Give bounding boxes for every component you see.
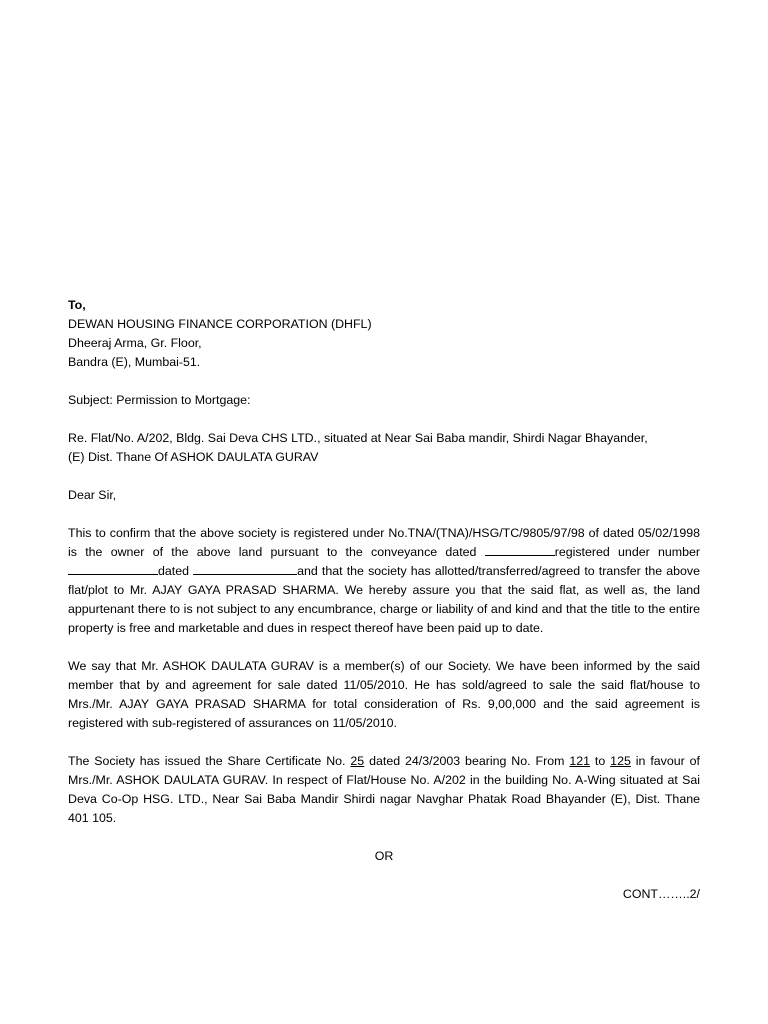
spacer	[68, 638, 700, 657]
paragraph-share-certificate	[68, 752, 700, 828]
paragraph-text: dated	[158, 564, 194, 578]
subject-line: Subject: Permission to Mortgage:	[68, 393, 251, 407]
paragraph-text: to	[590, 754, 611, 768]
paragraph-text: dated 24/3/2003 bearing No. From	[364, 754, 570, 768]
paragraph-text: in favour of Mrs./Mr. ASHOK DAULATA GURAV. In respect of Flat/House No. A/202 in the building No. A-Wing situated at Sai Deva Co-Op HSG. LTD., Near Sai Baba Mandir Shirdi nagar Navghar Phatak Road Bhayander (E), Dist. Thane 401 105.	[68, 754, 701, 825]
certificate-number: 25	[350, 754, 365, 768]
paragraph-text: The Society has issued the Share Certificate No.	[68, 754, 351, 768]
spacer	[68, 505, 700, 524]
letter-to: To,	[68, 298, 86, 312]
spacer	[68, 410, 700, 429]
blank-line	[193, 562, 297, 575]
spacer	[68, 467, 700, 486]
or-separator: OR	[374, 849, 394, 863]
letter-body	[68, 296, 700, 904]
share-to-number: 125	[610, 754, 631, 768]
reference-line-2: (E) Dist. Thane Of ASHOK DAULATA GURAV	[68, 450, 319, 464]
addressee-line-1: DEWAN HOUSING FINANCE CORPORATION (DHFL)	[68, 317, 372, 331]
paragraph-text: This to confirm that the above society is registered under No.TNA/(TNA)/HSG/TC/9805/97/98 of dated 05/02/1998 is the owner of the above land pursuant to the conveyance dated	[68, 526, 700, 559]
continuation-marker: CONT……..2/	[622, 887, 700, 901]
blank-line	[68, 562, 158, 575]
salutation: Dear Sir,	[68, 488, 117, 502]
share-from-number: 121	[569, 754, 591, 768]
addressee-line-3: Bandra (E), Mumbai-51.	[68, 355, 201, 369]
spacer	[68, 733, 700, 752]
paragraph-text: and that the society has allotted/transferred/agreed to transfer the above flat/plot to Mr. AJAY GAYA PRASAD SHARMA. We hereby assure you that the said flat, as well as, the land appurtenant there to is not subject to any encumbrance, charge or liability of and kind and that the title to the entire property is free and marketable and dues in respect thereof have been paid up to date.	[68, 564, 701, 635]
blank-line	[485, 543, 555, 556]
paragraph-membership: We say that Mr. ASHOK DAULATA GURAV is a member(s) of our Society. We have been informed by the said member that by and agreement for sale dated 11/05/2010. He has sold/agreed to sale the said flat/house to Mrs./Mr. AJAY GAYA PRASAD SHARMA for total consideration of Rs. 9,00,000 and the said agreement is registered with sub-registered of assurances on 11/05/2010.	[68, 659, 700, 730]
addressee-line-2: Dheeraj Arma, Gr. Floor,	[68, 336, 202, 350]
paragraph-text: registered under number	[554, 545, 701, 559]
paragraph-confirmation	[68, 524, 700, 638]
spacer	[68, 828, 700, 847]
reference-line-1: Re. Flat/No. A/202, Bldg. Sai Deva CHS LTD., situated at Near Sai Baba mandir, Shirdi Nagar Bhayander,	[68, 431, 648, 445]
spacer	[68, 372, 700, 391]
spacer	[68, 866, 700, 885]
